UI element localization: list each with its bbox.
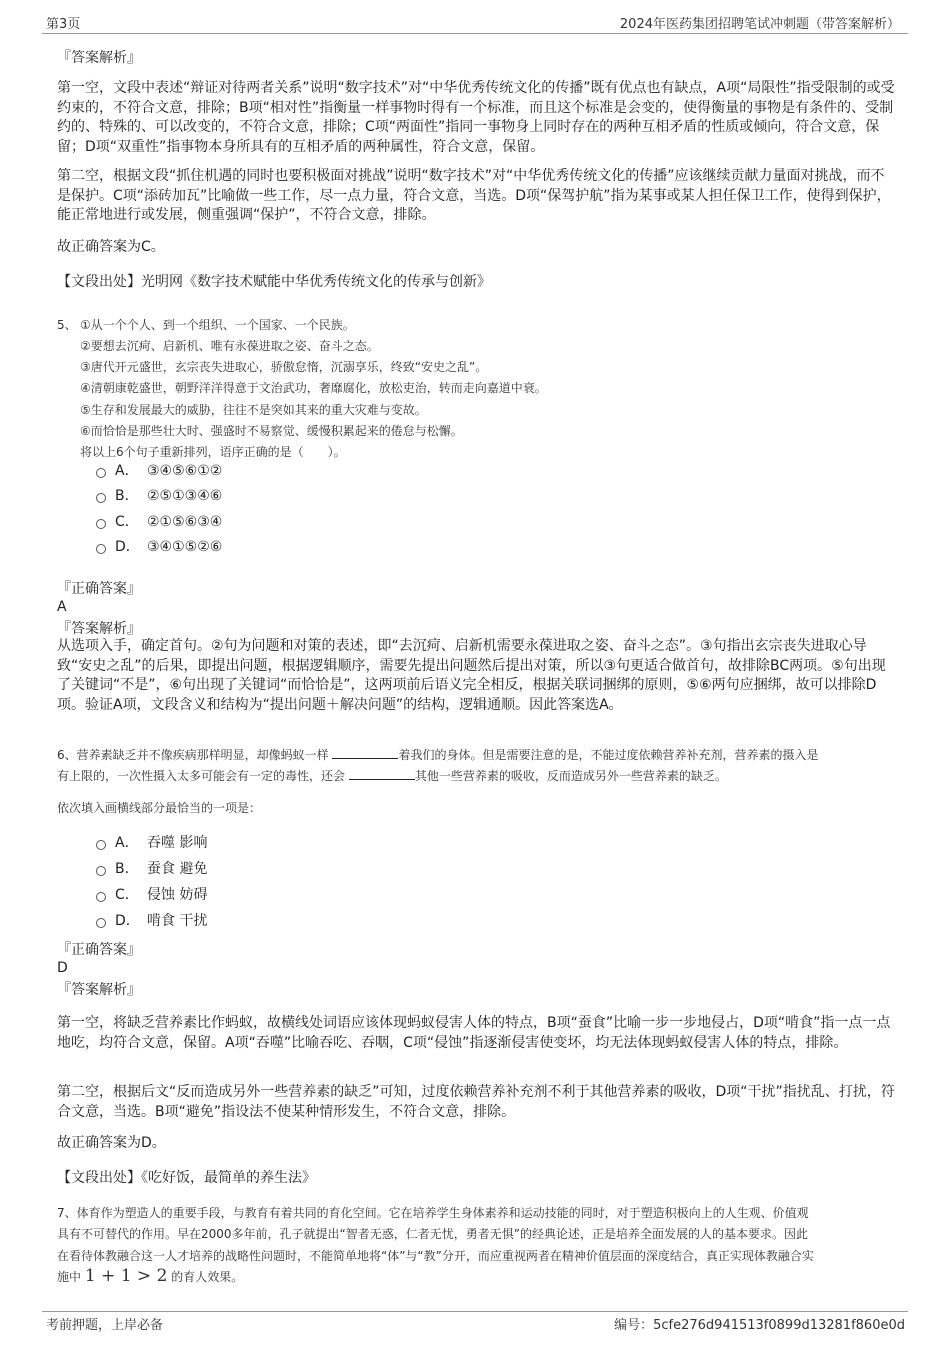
- q5-option-c[interactable]: [96, 511, 222, 533]
- q7-line-2: 具有不可替代的作用。早在2000多年前，孔子就提出“智者无惑，仁者无忧，勇者无惧”的经典论述，正是培养全面发展的人的基本要求。因此: [57, 1227, 808, 1241]
- option-text: ②⑤①③④⑥: [147, 488, 223, 504]
- option-label: D．: [115, 539, 140, 555]
- q6-stem-part-c: 有上限的，一次性摄入太多可能会有一定的毒性，还会: [57, 769, 346, 784]
- option-label: D．: [115, 913, 140, 929]
- q7-text-1: 体育作为塑造人的重要手段，与教育有着共同的育化空间。它在培养学生身体素养和运动技能的同时，对于塑造积极向上的人生观、价值观: [76, 1206, 809, 1220]
- radio-button[interactable]: [96, 840, 106, 850]
- q7-line-1: [57, 1203, 809, 1224]
- q7-text-4a: 施中: [57, 1270, 82, 1284]
- option-label: A．: [115, 835, 139, 851]
- document-title: 2024年医药集团招聘笔试冲刺题（带答案解析）: [619, 17, 900, 32]
- q6-analysis-paragraph-2: 第二空，根据后文“反而造成另外一些营养素的缺乏”可知，过度依赖营养补充剂不利于其他营养素的吸收，D项“干扰”指扰乱、打扰，符合文意，当选。B项“避免”指设法不使某种情形发生，不符合文意，排除。: [57, 1084, 895, 1120]
- q4-conclusion: 故正确答案为C。: [57, 239, 165, 255]
- q6-answer: D: [57, 960, 68, 976]
- page-number: 第3页: [46, 17, 81, 32]
- q6-stem-part-b: 着我们的身体。但是需要注意的是，不能过度依赖营养补充剂，营养素的摄入是: [398, 748, 819, 762]
- q4-analysis-paragraph-1: 第一空，文段中表述“辩证对待两者关系”说明“数字技术”对“中华优秀传统文化的传播”既有优点也有缺点，A项“局限性”指受限制的或受约束的，不符合文意，排除；B项“相对性”指衡量一样事物时得有一个标准，而且这个标准是会变的，使得衡量的事物是有条件的、受制约的、特殊的、可以改变的，不符合文意，排除；C项“两面性”指同一事物身上同时存在的两种互相矛盾的性质或倾向，符合文意，保留；D项“双重性”指事物本身所具有的互相矛盾的两种属性，符合文意，保留。: [57, 80, 895, 155]
- q4-source: 【文段出处】光明网《数字技术赋能中华优秀传统文化的传承与创新》: [57, 274, 491, 290]
- q7-line-3: 在看待体教融合这一人才培养的战略性问题时，不能简单地将“体”与“教”分开，而应重视两者在精神价值层面的深度结合，真正实现体教融合实: [57, 1249, 814, 1263]
- q7-line-4: [57, 1266, 243, 1288]
- q7-text-4b: 的育人效果。: [171, 1270, 244, 1284]
- footer-slogan: 考前押题，上岸必备: [46, 1318, 164, 1333]
- radio-button[interactable]: [96, 544, 106, 554]
- q5-sentence-4: ④清朝康乾盛世，朝野洋洋得意于文治武功，奢靡腐化，放松吏治，转而走向嘉道中衰。: [80, 381, 547, 395]
- q6-stem-part-a: 营养素缺乏并不像疾病那样明显，却像蚂蚁一样: [76, 748, 329, 762]
- q5-analysis: 从选项入手，确定首句。②句为问题和对策的表述，即“去沉疴、启新机需要永葆进取之姿、奋斗之态”。③句指出玄宗丧失进取心导致“安史之乱”的后果，即提出问题，根据逻辑顺序，需要先提出问题然后提出对策，所以③句更适合做首句，故排除BC两项。⑤句出现了关键词“不是”，⑥句出现了关键词“而恰恰是”，这两项前后语义完全相反，根据关联词捆绑的原则，⑤⑥两句应捆绑，故可以排除D项。验证A项，文段含义和结构为“提出问题＋解决问题”的结构，逻辑通顺。因此答案选A。: [57, 638, 886, 713]
- q4-analysis-paragraph-2: 第二空，根据文段“抓住机遇的同时也要积极面对挑战”说明“数字技术”对“中华优秀传统文化的传播”应该继续贡献力量面对挑战，而不是保护。C项“添砖加瓦”比喻做一些工作，尽一点力量，符合文意，当选。D项“保驾护航”指为某事或某人担任保卫工作，使得到保护，能正常地进行或发展，侧重强调“保护”，不符合文意，排除。: [57, 168, 891, 223]
- option-text: ③④①⑤②⑥: [147, 539, 223, 555]
- q5-sentence-6: ⑥而恰恰是那些壮大时、强盛时不易察觉、缓慢积累起来的倦怠与松懈。: [80, 424, 463, 438]
- radio-button[interactable]: [96, 468, 106, 478]
- option-label: C．: [115, 887, 139, 903]
- q6-analysis-paragraph-1: 第一空，将缺乏营养素比作蚂蚁，故横线处词语应该体现蚂蚁侵害人体的特点，B项“蚕食”比喻一步一步地侵占，D项“啃食”指一点一点地吃，均符合文意，保留。A项“吞噬”比喻吞吃、吞咽，C项“侵蚀”指逐渐侵害使变坏，均无法体现蚂蚁侵害人体的特点，排除。: [57, 1015, 891, 1051]
- q5-option-a[interactable]: [96, 460, 222, 482]
- q6-answer-label: 『正确答案』: [57, 942, 141, 958]
- q6-option-b[interactable]: [96, 858, 207, 880]
- q5-sentence-2: ②要想去沉疴、启新机、唯有永葆进取之姿、奋斗之态。: [80, 339, 379, 353]
- q5-number: 5、: [57, 318, 77, 332]
- footer-code-value: 5cfe276d941513f0899d13281f860e0d: [653, 1318, 905, 1333]
- fill-blank-2: [349, 767, 415, 780]
- q5-analysis-label: 『答案解析』: [57, 621, 141, 637]
- q7-number: 7、: [57, 1206, 77, 1220]
- footer-code: [614, 1314, 905, 1333]
- option-label: A．: [115, 463, 139, 479]
- option-label: B．: [115, 861, 139, 877]
- option-text: 吞噬 影响: [147, 835, 208, 851]
- q5-option-b[interactable]: [96, 485, 222, 507]
- q5-sentence-1: ①从一个个人、到一个组织、一个国家、一个民族。: [80, 318, 355, 332]
- option-text: ③④⑤⑥①②: [147, 463, 223, 479]
- q6-stem: [57, 745, 907, 788]
- q5-option-d[interactable]: [96, 536, 222, 558]
- option-text: 蚕食 避免: [147, 861, 208, 877]
- math-formula: 1 + 1 > 2: [84, 1266, 168, 1286]
- option-text: ②①⑤⑥③④: [147, 514, 223, 530]
- radio-button[interactable]: [96, 866, 106, 876]
- footer-code-label: 编号：: [614, 1318, 654, 1333]
- fill-blank-1: [332, 746, 398, 759]
- option-label: B．: [115, 488, 139, 504]
- radio-button[interactable]: [96, 519, 106, 529]
- q6-prompt: 依次填入画横线部分最恰当的一项是：: [57, 801, 262, 815]
- q5-prompt: 将以上6个句子重新排列，语序正确的是（ ）。: [80, 445, 346, 459]
- q6-option-d[interactable]: [96, 910, 207, 932]
- q6-option-c[interactable]: [96, 884, 207, 906]
- q6-source: 【文段出处】《吃好饭，最简单的养生法》: [57, 1170, 316, 1186]
- q6-number: 6、: [57, 748, 77, 762]
- q6-stem-part-d: 其他一些营养素的吸收，反而造成另外一些营养素的缺乏。: [414, 769, 727, 784]
- radio-button[interactable]: [96, 918, 106, 928]
- header-divider: [42, 33, 908, 34]
- option-text: 侵蚀 妨碍: [147, 887, 208, 903]
- q5-answer: A: [57, 599, 67, 615]
- q6-option-a[interactable]: [96, 832, 207, 854]
- footer-divider: [42, 1311, 908, 1312]
- q5-sentence-5: ⑤生存和发展最大的威胁，往往不是突如其来的重大灾难与变故。: [80, 403, 427, 417]
- radio-button[interactable]: [96, 892, 106, 902]
- q6-conclusion: 故正确答案为D。: [57, 1135, 166, 1151]
- q5-sentence-3: ③唐代开元盛世，玄宗丧失进取心，骄傲怠惰，沉溺享乐，终致“安史之乱”。: [80, 360, 488, 374]
- q4-analysis-label: 『答案解析』: [57, 50, 141, 66]
- radio-button[interactable]: [96, 493, 106, 503]
- option-label: C．: [115, 514, 139, 530]
- option-text: 啃食 干扰: [147, 913, 208, 929]
- q5-answer-label: 『正确答案』: [57, 581, 141, 597]
- q6-analysis-label: 『答案解析』: [57, 982, 141, 998]
